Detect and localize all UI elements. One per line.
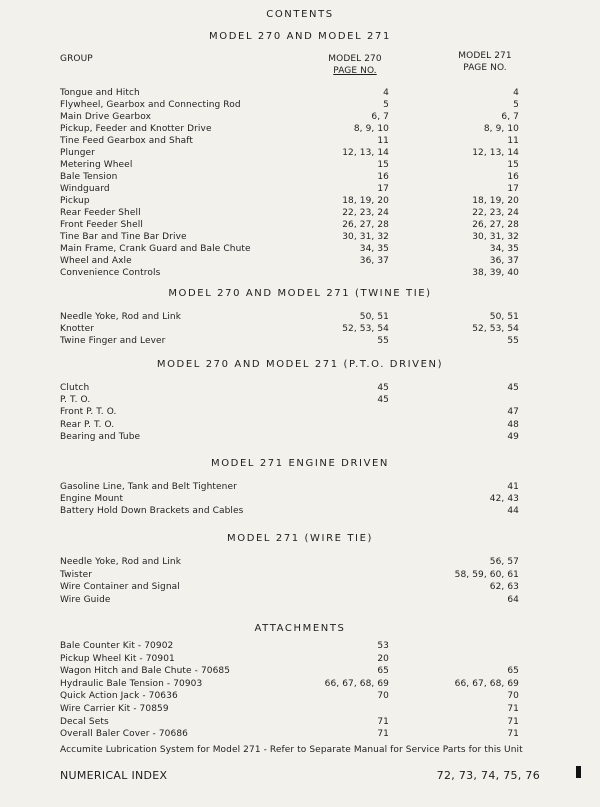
section-heading: MODEL 270 AND MODEL 271 (P.T.O. DRIVEN)	[156, 359, 444, 370]
toc-entry-label: Gasoline Line, Tank and Belt Tightener	[60, 482, 237, 492]
toc-entry-label: Bale Counter Kit - 70902	[60, 641, 174, 651]
model-271-page-number: 66, 67, 68, 69	[454, 678, 519, 689]
toc-entry-label: Engine Mount	[60, 494, 124, 505]
model-270-page-number: 4	[383, 88, 389, 98]
toc-entry-label: Hydraulic Bale Tension - 70903	[60, 678, 203, 689]
model-270-page-number: 30, 31, 32	[342, 232, 389, 242]
model-271-page-no-header: PAGE NO.	[463, 63, 507, 73]
toc-entry-label: Windguard	[60, 184, 110, 194]
accumite-note: Accumite Lubrication System for Model 271 - Refer to Separate Manual for Service Parts for this Unit	[60, 745, 523, 755]
model-271-page-number: 45	[507, 383, 519, 393]
model-270-page-number: 17	[377, 184, 389, 194]
model-270-page-number: 45	[377, 395, 389, 406]
model-271-page-number: 70	[507, 691, 519, 702]
model-271-page-number: 30, 31, 32	[472, 232, 519, 242]
toc-entry-label: Convenience Controls	[60, 268, 161, 278]
model-271-page-number: 5	[513, 100, 519, 110]
model-271-page-number: 15	[507, 160, 519, 170]
model-271-page-number: 65	[507, 666, 519, 677]
model-270-page-number: 36, 37	[359, 256, 389, 266]
model-271-page-number: 11	[507, 136, 519, 146]
model-270-page-no-header: PAGE NO.	[333, 66, 377, 76]
model-271-page-number: 52, 53, 54	[472, 324, 519, 335]
toc-entry-label: Quick Action Jack - 70636	[60, 691, 178, 702]
group-column-header: GROUP	[60, 54, 93, 64]
section-heading: MODEL 271 (WIRE TIE)	[227, 533, 373, 544]
toc-entry-label: Main Drive Gearbox	[60, 112, 151, 122]
model-270-page-number: 15	[377, 160, 389, 170]
toc-entry-label: Tine Bar and Tine Bar Drive	[60, 232, 187, 242]
toc-entry-label: Decal Sets	[60, 716, 109, 727]
model-271-page-number: 58, 59, 60, 61	[454, 569, 519, 580]
model-271-page-number: 36, 37	[489, 256, 519, 266]
model-271-page-number: 26, 27, 28	[472, 220, 519, 230]
model-270-page-number: 70	[377, 691, 389, 702]
model-270-column-header: MODEL 270	[328, 54, 382, 64]
model-271-page-number: 62, 63	[489, 582, 519, 592]
model-271-page-number: 34, 35	[489, 244, 519, 254]
model-271-page-number: 50, 51	[489, 312, 519, 322]
toc-entry-label: Wire Container and Signal	[60, 582, 180, 592]
model-271-page-number: 4	[513, 88, 519, 98]
model-270-page-number: 52, 53, 54	[342, 324, 389, 335]
toc-entry-label: Tongue and Hitch	[60, 88, 140, 98]
toc-entry-label: Wire Guide	[60, 594, 111, 605]
model-270-page-number: 8, 9, 10	[353, 124, 389, 134]
model-271-column-header: MODEL 271	[458, 51, 512, 61]
numerical-index-label: NUMERICAL INDEX	[60, 769, 168, 782]
model-270-page-number: 26, 27, 28	[342, 220, 389, 230]
toc-entry-label: P. T. O.	[60, 395, 91, 406]
model-270-page-number: 45	[377, 383, 389, 393]
toc-entry-label: Knotter	[60, 324, 95, 335]
toc-entry-label: Flywheel, Gearbox and Connecting Rod	[60, 100, 241, 110]
model-270-page-number: 50, 51	[359, 312, 389, 322]
toc-entry-label: Pickup	[60, 196, 90, 206]
model-271-page-number: 12, 13, 14	[472, 148, 519, 158]
main-heading: MODEL 270 AND MODEL 271	[209, 31, 391, 42]
model-271-page-number: 47	[507, 407, 519, 418]
section-heading: MODEL 270 AND MODEL 271 (TWINE TIE)	[168, 288, 432, 299]
scan-mark	[576, 766, 581, 778]
toc-entry-label: Wagon Hitch and Bale Chute - 70685	[60, 666, 231, 677]
model-271-page-number: 48	[507, 419, 519, 430]
toc-entry-label: Rear Feeder Shell	[60, 208, 141, 218]
toc-entry-label: Needle Yoke, Rod and Link	[60, 312, 182, 322]
toc-entry-label: Overall Baler Cover - 70686	[60, 729, 188, 740]
model-270-page-number: 22, 23, 24	[342, 208, 389, 218]
toc-entry-label: Twister	[60, 569, 93, 580]
model-271-page-number: 71	[507, 704, 519, 714]
model-271-page-number: 42, 43	[489, 494, 519, 505]
model-271-page-number: 16	[507, 172, 519, 182]
numerical-index-pages: 72, 73, 74, 75, 76	[436, 769, 540, 782]
model-271-page-number: 64	[507, 594, 519, 605]
model-271-page-number: 18, 19, 20	[472, 196, 519, 206]
model-271-page-number: 17	[507, 184, 519, 194]
toc-entry-label: Pickup Wheel Kit - 70901	[60, 653, 175, 664]
model-270-page-number: 12, 13, 14	[342, 148, 389, 158]
toc-entry-label: Twine Finger and Lever	[60, 336, 166, 347]
model-271-page-number: 38, 39, 40	[472, 268, 519, 278]
toc-entry-label: Bale Tension	[60, 172, 118, 182]
model-270-page-number: 5	[383, 100, 389, 110]
model-271-page-number: 71	[507, 716, 519, 727]
model-270-page-number: 18, 19, 20	[342, 196, 389, 206]
model-271-page-number: 44	[507, 506, 519, 517]
model-270-page-number: 55	[377, 336, 389, 347]
model-271-page-number: 8, 9, 10	[483, 124, 519, 134]
toc-entry-label: Battery Hold Down Brackets and Cables	[60, 506, 244, 517]
model-270-page-number: 11	[377, 136, 389, 146]
toc-entry-label: Wire Carrier Kit - 70859	[60, 704, 169, 714]
toc-entry-label: Clutch	[60, 383, 90, 393]
toc-entry-label: Wheel and Axle	[60, 256, 132, 266]
model-270-page-number: 16	[377, 172, 389, 182]
toc-entry-label: Bearing and Tube	[60, 431, 141, 442]
model-270-page-number: 71	[377, 729, 389, 740]
toc-entry-label: Front P. T. O.	[60, 407, 117, 418]
model-270-page-number: 34, 35	[359, 244, 389, 254]
toc-entry-label: Plunger	[60, 148, 95, 158]
model-271-page-number: 55	[507, 336, 519, 347]
model-271-page-number: 49	[507, 431, 519, 442]
section-heading: ATTACHMENTS	[254, 623, 346, 634]
model-270-page-number: 65	[377, 666, 389, 677]
toc-entry-label: Tine Feed Gearbox and Shaft	[60, 136, 193, 146]
page-title: CONTENTS	[266, 9, 334, 20]
model-271-page-number: 71	[507, 729, 519, 740]
model-270-page-number: 53	[377, 641, 389, 651]
toc-entry-label: Needle Yoke, Rod and Link	[60, 557, 182, 567]
toc-entry-label: Front Feeder Shell	[60, 220, 143, 230]
model-271-page-number: 6, 7	[501, 112, 519, 122]
toc-entry-label: Main Frame, Crank Guard and Bale Chute	[60, 244, 251, 254]
toc-entry-label: Rear P. T. O.	[60, 419, 115, 430]
model-271-page-number: 22, 23, 24	[472, 208, 519, 218]
model-270-page-number: 71	[377, 716, 389, 727]
section-heading: MODEL 271 ENGINE DRIVEN	[210, 458, 390, 469]
toc-entry-label: Metering Wheel	[60, 160, 133, 170]
model-270-page-number: 20	[377, 653, 389, 664]
model-270-page-number: 6, 7	[371, 112, 389, 122]
toc-entry-label: Pickup, Feeder and Knotter Drive	[60, 124, 212, 134]
model-271-page-number: 56, 57	[489, 557, 519, 567]
model-270-page-number: 66, 67, 68, 69	[324, 678, 389, 689]
model-271-page-number: 41	[507, 482, 519, 492]
